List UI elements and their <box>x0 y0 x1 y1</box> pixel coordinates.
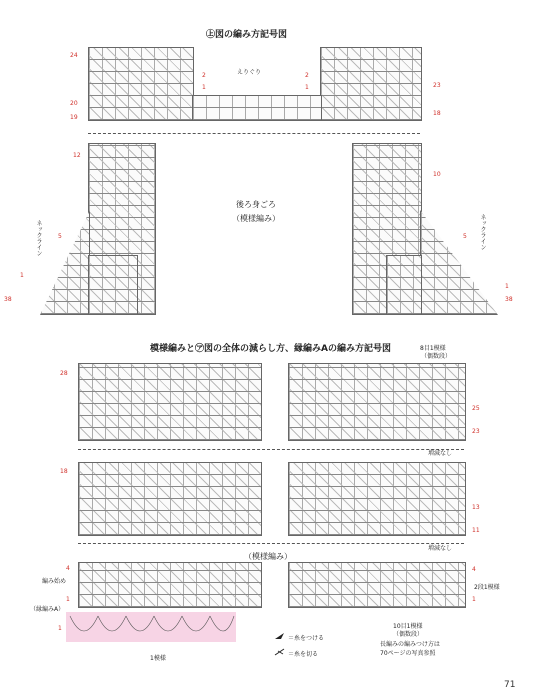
bottom-row-number: 1 <box>472 596 476 603</box>
note-repeat-sub: （偶数段） <box>393 631 424 638</box>
top-pattern-label: （模様編み） <box>232 214 280 223</box>
bottom-row-number: 4 <box>472 566 476 573</box>
bottom-lower-left-grid <box>78 562 262 608</box>
repeat-label: 8目1模様 <box>420 345 446 352</box>
edge-scallops <box>66 612 236 648</box>
top-row-number: 10 <box>433 171 441 178</box>
top-left-bottom-grid <box>88 255 138 315</box>
bottom-middle-left-grid <box>78 462 262 536</box>
note-repeat: 10目1模様 <box>393 623 423 630</box>
bottom-row-number: 23 <box>472 428 480 435</box>
bottom-row-number: 1 <box>58 625 62 632</box>
top-row-number: 24 <box>70 52 78 59</box>
top-row-number: 19 <box>70 114 78 121</box>
edge-label: （縁編みA） <box>30 606 65 613</box>
repeat-sub-label: （偶数段） <box>421 353 452 360</box>
top-row-number: 18 <box>433 110 441 117</box>
top-divider-line <box>88 133 420 134</box>
bottom-divider-1 <box>78 449 464 450</box>
top-neck-strip-grid <box>192 95 322 121</box>
body-label: 後ろ身ごろ <box>236 200 276 209</box>
bottom-row-number: 1 <box>66 596 70 603</box>
bottom-row-number: 4 <box>66 565 70 572</box>
bottom-row-number: 28 <box>60 370 68 377</box>
start-label: 編み始め <box>42 578 67 585</box>
top-right-shoulder-grid <box>320 47 422 121</box>
bottom-row-number: 25 <box>472 405 480 412</box>
note-text-1: 長編みの編みつけ方は <box>380 641 440 648</box>
neck-mark: 1 <box>202 84 206 91</box>
bottom-row-number: 18 <box>60 468 68 475</box>
repeat-bottom-label: 1模様 <box>150 655 166 662</box>
top-row-number: 23 <box>433 82 441 89</box>
bottom-row-number: 11 <box>472 527 480 534</box>
legend-cut: ＝糸を切る <box>288 651 319 658</box>
top-row-number: 1 <box>505 283 509 290</box>
attach-yarn-icon <box>274 632 286 640</box>
legend-attach: ＝糸をつける <box>288 635 325 642</box>
bottom-upper-left-grid <box>78 363 262 441</box>
page-number: 71 <box>504 680 516 690</box>
top-row-number: 1 <box>20 272 24 279</box>
neck-mark: 2 <box>305 72 309 79</box>
top-row-number: 20 <box>70 100 78 107</box>
neck-mark: 2 <box>202 72 206 79</box>
bottom-middle-right-grid <box>288 462 466 536</box>
bottom-row-number: 13 <box>472 504 480 511</box>
top-row-number: 38 <box>4 296 12 303</box>
no-change-label-2: 増減なし <box>428 545 453 552</box>
neck-label: えりぐり <box>237 69 262 76</box>
top-right-bottom-grid <box>386 255 422 315</box>
top-row-number: 5 <box>463 233 467 240</box>
top-row-number: 12 <box>73 152 81 159</box>
top-row-number: 5 <box>58 233 62 240</box>
cut-yarn-icon <box>274 648 286 656</box>
neck-mark: 1 <box>305 84 309 91</box>
side-label-left: ネックライン <box>35 220 42 256</box>
bottom-pattern-label: （模様編み） <box>244 552 292 561</box>
no-change-label-1: 増減なし <box>428 450 453 457</box>
top-left-slope-grid <box>40 210 90 315</box>
bottom-upper-right-grid <box>288 363 466 441</box>
note-text-2: 70ページの写真参照 <box>380 650 436 657</box>
bottom-lower-right-grid <box>288 562 466 608</box>
repeat-label-right: 2段1模様 <box>474 584 500 591</box>
bottom-divider-2 <box>78 543 464 544</box>
side-label-right: ネックライン <box>479 214 486 250</box>
top-diagram-title: ㊤図の編み方記号図 <box>206 30 288 40</box>
top-row-number: 38 <box>505 296 513 303</box>
bottom-diagram-title: 模様編みと㋐図の全体の減らし方、縁編みAの編み方記号図 <box>150 344 391 354</box>
top-left-shoulder-grid <box>88 47 194 121</box>
